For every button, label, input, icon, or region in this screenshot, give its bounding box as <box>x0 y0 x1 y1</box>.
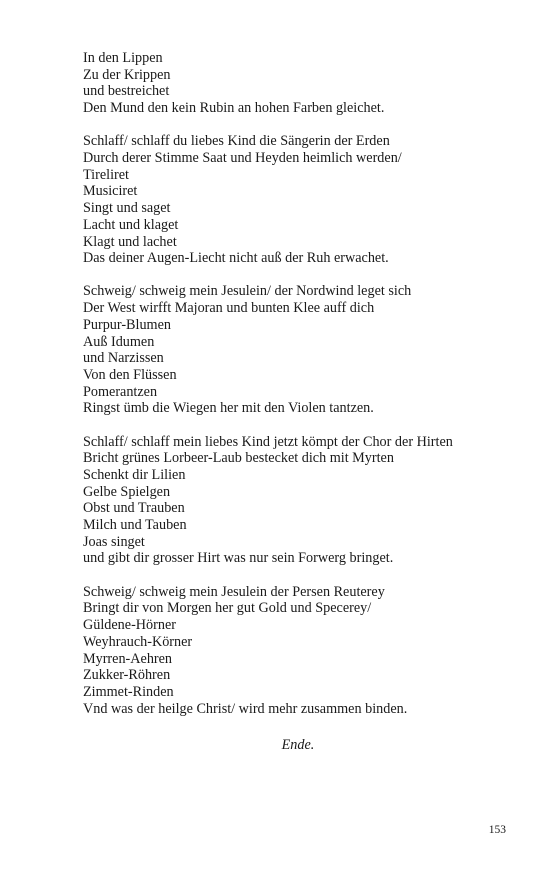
poem-line: Von den Flüssen <box>83 366 177 383</box>
poem-line: Obst und Trauben <box>83 500 185 517</box>
stanza <box>83 50 503 117</box>
poem-line: Bricht grünes Lorbeer-Laub bestecket dich mit Myrten <box>83 450 394 467</box>
poem-line: Zimmet-Rinden <box>83 683 174 700</box>
poem-line: Durch derer Stimme Saat und Heyden heimlich werden/ <box>83 150 402 167</box>
poem-line: Weyhrauch-Körner <box>83 633 193 650</box>
stanza <box>83 584 503 718</box>
stanza <box>83 133 503 267</box>
poem-line: Schlaff/ schlaff mein liebes Kind jetzt kömpt der Chor der Hirten <box>83 433 453 450</box>
poem-body <box>83 50 503 734</box>
poem-line: Musiciret <box>83 183 138 200</box>
poem-line: Milch und Tauben <box>83 517 187 534</box>
poem-line: Pomerantzen <box>83 383 158 400</box>
poem-line: Ringst ümb die Wiegen her mit den Violen tantzen. <box>83 400 374 417</box>
poem-line: Myrren-Aehren <box>83 650 173 667</box>
page-number: 153 <box>488 824 506 836</box>
poem-line: Singt und saget <box>83 200 171 217</box>
poem-line: Güldene-Hörner <box>83 617 176 634</box>
poem-line: Bringt dir von Morgen her gut Gold und Specerey/ <box>83 600 372 617</box>
poem-line: In den Lippen <box>83 50 163 66</box>
poem-line: Schenkt dir Lilien <box>83 466 186 483</box>
poem-end-marker: Ende. <box>281 737 315 753</box>
poem-line: Lacht und klaget <box>83 216 179 233</box>
poem-line: Joas singet <box>83 533 145 550</box>
poem-line: Schlaff/ schlaff du liebes Kind die Sängerin der Erden <box>83 133 390 150</box>
poem-line: Das deiner Augen-Liecht nicht auß der Ruh erwachet. <box>83 250 389 267</box>
poem-line: Den Mund den kein Rubin an hohen Farben gleichet. <box>83 100 385 117</box>
poem-line: Purpur-Blumen <box>83 316 171 333</box>
poem-line: Zu der Krippen <box>83 66 171 83</box>
stanza <box>83 434 503 568</box>
poem-line: Zukker-Röhren <box>83 667 171 684</box>
poem-line: und gibt dir grosser Hirt was nur sein Forwerg bringet. <box>83 550 394 567</box>
poem-line: Schweig/ schweig mein Jesulein/ der Nordwind leget sich <box>83 283 412 300</box>
poem-line: Gelbe Spielgen <box>83 483 171 500</box>
poem-line: Tireliret <box>83 166 129 183</box>
poem-line: Klagt und lachet <box>83 233 177 250</box>
stanza <box>83 283 503 417</box>
poem-line: und bestreichet <box>83 83 170 100</box>
poem-line: Vnd was der heilge Christ/ wird mehr zusammen binden. <box>83 700 408 717</box>
poem-line: Auß Idumen <box>83 333 155 350</box>
poem-line: und Narzissen <box>83 350 164 367</box>
poem-line: Schweig/ schweig mein Jesulein der Persen Reuterey <box>83 583 385 600</box>
poem-line: Der West wirfft Majoran und bunten Klee auff dich <box>83 300 375 317</box>
